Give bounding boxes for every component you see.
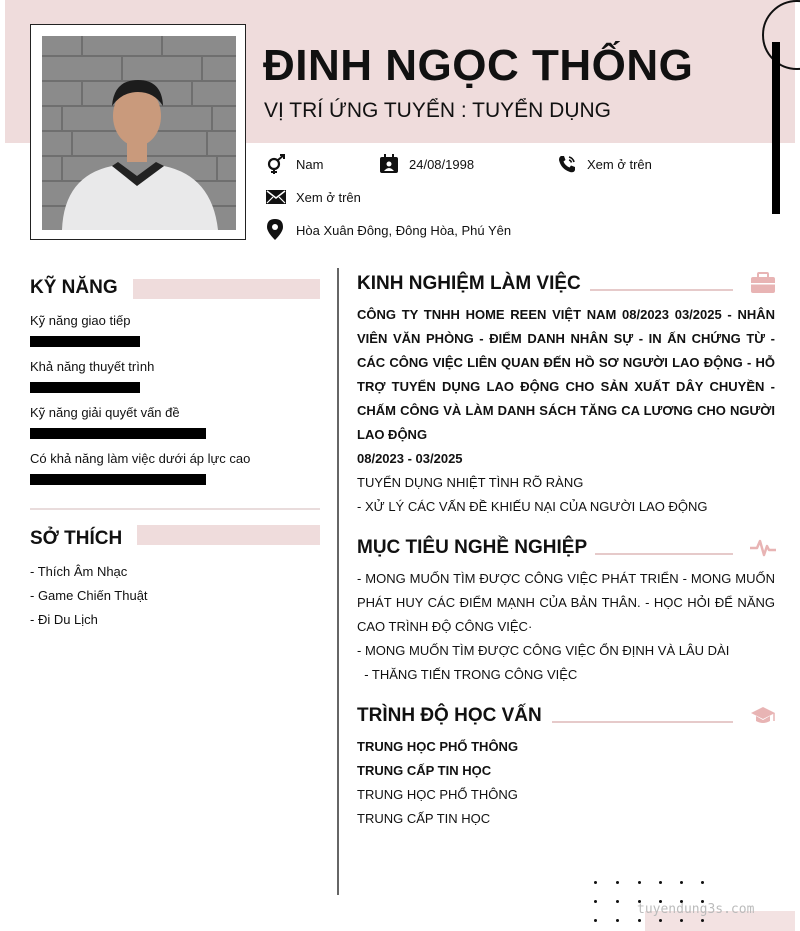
experience-title: KINH NGHIỆM LÀM VIỆC [357, 273, 581, 294]
hobby-item: - Thích Âm Nhạc [30, 564, 128, 579]
education-item: TRUNG HỌC PHỔ THÔNG [357, 787, 518, 802]
skill-label: Kỹ năng giải quyết vấn đề [30, 405, 180, 420]
education-item: TRUNG HỌC PHỔ THÔNG [357, 739, 519, 754]
candidate-name: ĐINH NGỌC THỐNG [263, 41, 694, 90]
decorative-dot [616, 900, 619, 903]
objective-text: - MONG MUỐN TÌM ĐƯỢC CÔNG VIỆC ỔN ĐỊNH VÀ LÂU DÀI [357, 643, 730, 658]
decorative-dot [701, 881, 704, 884]
decorative-dot [701, 919, 704, 922]
education-title: TRÌNH ĐỘ HỌC VẤN [357, 705, 542, 726]
decorative-dot [680, 881, 683, 884]
hobby-item: - Đi Du Lịch [30, 612, 98, 627]
objective-text: - THĂNG TIẾN TRONG CÔNG VIỆC [357, 667, 578, 682]
education-item: TRUNG CẤP TIN HỌC [357, 811, 491, 826]
objective-title: MỤC TIÊU NGHỀ NGHIỆP [357, 537, 588, 558]
applied-position: VỊ TRÍ ỨNG TUYỂN : TUYỂN DỤNG [264, 99, 611, 122]
skill-label: Kỹ năng giao tiếp [30, 313, 131, 328]
experience-period: 08/2023 - 03/2025 [357, 451, 463, 466]
experience-detail: - XỬ LÝ CÁC VẤN ĐỀ KHIẾU NẠI CỦA NGƯỜI LAO ĐỘNG [357, 499, 708, 514]
objective-text: - MONG MUỐN TÌM ĐƯỢC CÔNG VIỆC PHÁT TRIỂN - MONG MUỐN PHÁT HUY CÁC ĐIỂM MẠNH CỦA BẢN THÂN. - HỌC HỎI ĐỂ NĂNG CAO TRÌNH ĐỘ CÔNG VIỆC· [357, 571, 775, 634]
decorative-dot [594, 919, 597, 922]
skills-title: KỸ NĂNG [30, 277, 118, 298]
experience-detail: TUYỂN DỤNG NHIỆT TÌNH RÕ RÀNG [357, 475, 584, 490]
decorative-dot [638, 881, 641, 884]
decorative-dot [659, 881, 662, 884]
skill-label: Khả năng thuyết trình [30, 359, 155, 374]
decorative-dot [638, 919, 641, 922]
gender-value: Nam [296, 157, 324, 172]
email-value: Xem ở trên [296, 190, 361, 205]
decorative-dot [659, 919, 662, 922]
decorative-dot [594, 881, 597, 884]
birthday-value: 24/08/1998 [409, 157, 475, 172]
decorative-dot [616, 881, 619, 884]
watermark: tuyendung3s.com [637, 902, 755, 917]
decorative-dot [680, 919, 683, 922]
education-item: TRUNG CẤP TIN HỌC [357, 763, 492, 778]
decorative-dot [594, 900, 597, 903]
hobbies-title: SỞ THÍCH [30, 528, 123, 549]
experience-company: CÔNG TY TNHH HOME REEN VIỆT NAM 08/2023 03/2025 - NHÂN VIÊN VĂN PHÒNG - ĐIỂM DANH NHÂN SỰ - IN ẤN CHỨNG TỪ - CÁC CÔNG VIỆC LIÊN QUAN ĐẾN HỒ SƠ NGƯỜI LAO ĐỘNG - HỖ TRỢ TUYỂN DỤNG LAO ĐỘNG CHO SẢN XUẤT DÂY CHUYỀN - CHẤM CÔNG VÀ LÀM DANH SÁCH TĂNG CA LƯƠNG CHO NGƯỜI LAO ĐỘNG [357, 307, 775, 442]
address-value: Hòa Xuân Đông, Đông Hòa, Phú Yên [296, 223, 512, 238]
skill-label: Có khả năng làm việc dưới áp lực cao [30, 451, 251, 466]
hobby-item: - Game Chiến Thuật [30, 588, 148, 603]
phone-value: Xem ở trên [587, 157, 652, 172]
decorative-dot [616, 919, 619, 922]
